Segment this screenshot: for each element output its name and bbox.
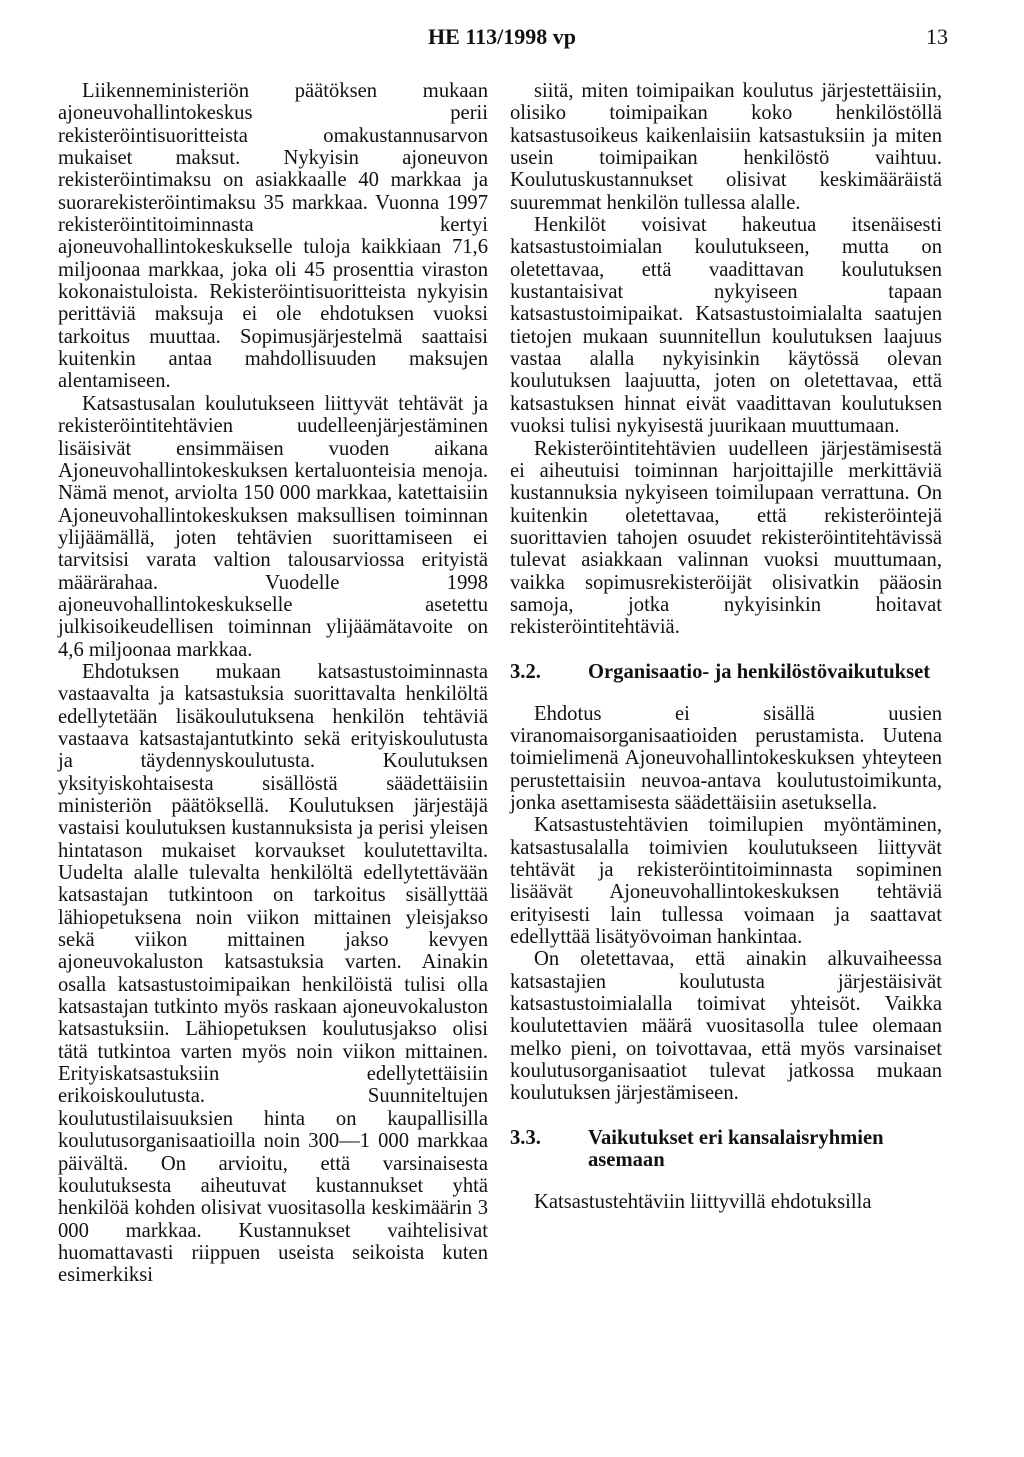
paragraph: On oletettavaa, että ainakin alkuvaiheessa katsastajien koulutusta järjestäisivät katsastustoimialalla toimivat yhteisöt. Vaikka koulutettavien määrä vuositasolla tulee olemaan melko pieni, on toivottavaa, että myös varsinaiset koulutusorganisaatiot tulevat jatkossa mukaan koulutuksen järjestämiseen. <box>510 948 942 1105</box>
paragraph: Katsastustehtävien toimilupien myöntäminen, katsastusalalla toimivien koulutukseen liittyvät tehtävät ja rekisteröintitoiminnasta sopiminen lisäävät Ajoneuvohallintokeskuksen tehtäviä erityisesti lain tullessa voimaan ja saattavat edellyttää lisätyövoiman hankintaa. <box>510 814 942 949</box>
document-id: HE 113/1998 vp <box>428 24 576 49</box>
section-title: Vaikutukset eri kansalaisryhmien asemaan <box>588 1126 884 1171</box>
paragraph: Ehdotuksen mukaan katsastustoiminnasta vastaavalta ja katsastuksia suorittavalta henkilöltä edellytetään lisäkoulutuksena henkilön tehtäviä vastaava katsastajantutkinto sekä erityiskoulutusta ja täydennyskoulutusta. Koulutuksen yksityiskohtaisesta sisällöstä säädettäisiin ministeriön päätöksellä. Koulutuksen järjestäjä vastaisi koulutuksen kustannuksista ja perisi yleisen hintatason mukaiset korvaukset koulutettavilta. Uudelta alalle tulevalta henkilöltä edellytettävään katsastajan tutkintoon on tarkoitus sisällyttää lähiopetuksena noin viikon mittainen yleisjakso sekä viikon mittainen jakso kevyen ajoneuvokaluston katsastuksia varten. Ainakin osalla katsastustoimipaikan henkilöistä tulisi olla katsastajan tutkinto myös raskaan ajoneuvokaluston katsastuksiin. Lähiopetuksen koulutusjakso olisi tätä tutkintoa varten myös noin viikon mittainen. Erityiskatsastuksiin edellytettäisiin erikoiskoulutusta. Suunniteltujen koulutustilaisuuksien hinta on kaupallisilla koulutusorganisaatioilla noin 300—1 000 markkaa päivältä. On arvioitu, että varsinaisesta koulutuksesta aiheutuvat kustannukset yhtä henkilöä kohden olisivat vuositasolla keskimäärin 3 000 markkaa. Kustannukset vaihtelisivat huomattavasti riippuen useista seikoista kuten esimerkiksi <box>58 660 488 1287</box>
section-number: 3.2. <box>510 660 541 683</box>
paragraph: Henkilöt voisivat hakeutua itsenäisesti katsastustoimialan koulutukseen, mutta on oletettavaa, että vaadittavan koulutuksen kustantaisivat nykyiseen tapaan katsastustoimipaikat. Katsastustoimialalta saatujen tietojen mukaan suunnitellun koulutuksen laajuus vastaa alalla nykyisinkin käytössä olevan koulutuksen laajuutta, joten on oletettavaa, että katsastuksen hinnat eivät vaadittavan koulutuksen vuoksi tulisi nykyisestä juurikaan muuttumaan. <box>510 214 942 438</box>
page-header <box>56 24 948 64</box>
right-column <box>510 80 942 1213</box>
paragraph: Katsastustehtäviin liittyvillä ehdotuksilla <box>534 1190 872 1213</box>
section-number: 3.3. <box>510 1126 541 1149</box>
section-title: Organisaatio- ja henkilöstövaikutukset <box>588 660 931 683</box>
page-number: 13 <box>926 24 948 49</box>
paragraph: Ehdotus ei sisällä uusien viranomaisorganisaatioiden perustamista. Uutena toimielimenä Ajoneuvohallintokeskuksen yhteyteen perustettaisiin neuvoa-antava koulutustoimikunta, jonka asettamisesta säädettäisiin asetuksella. <box>510 702 942 814</box>
section-heading <box>510 1127 942 1171</box>
left-column <box>58 80 488 1287</box>
section-heading <box>510 661 942 683</box>
paragraph: Rekisteröintitehtävien uudelleen järjestämisestä ei aiheutuisi toiminnan harjoittajille merkittäviä kustannuksia nykyiseen toimilupaan verrattuna. On kuitenkin oletettavaa, että rekisteröintejä suorittavien tahojen osuudet rekisteröintitehtävissä tulevat asiakkaan valinnan vuoksi muuttumaan, vaikka sopimusrekisteröijät olisivatkin pääosin samoja, jotka nykyisinkin hoitavat rekisteröintitehtäviä. <box>510 437 942 639</box>
paragraph: Katsastusalan koulutukseen liittyvät tehtävät ja rekisteröintitehtävien uudelleenjärjestäminen lisäisivät ensimmäisen vuoden aikana Ajoneuvohallintokeskuksen kertaluonteisia menoja. Nämä menot, arviolta 150 000 markkaa, katettaisiin Ajoneuvohallintokeskuksen maksullisen toiminnan ylijäämällä, joten tehtävien suorittamiseen ei tarvitsisi varata valtion talousarviossa erityistä määrärahaa. Vuodelle 1998 ajoneuvohallintokeskukselle asetettu julkisoikeudellisen toiminnan ylijäämätavoite on 4,6 miljoonaa markkaa. <box>58 392 488 661</box>
paragraph: Liikenneministeriön päätöksen mukaan ajoneuvohallintokeskus perii rekisteröintisuoritteista omakustannusarvon mukaiset maksut. Nykyisin ajoneuvon rekisteröintimaksu on asiakkaalle 40 markkaa ja suorarekisteröintimaksu 35 markkaa. Vuonna 1997 rekisteröintitoiminnasta kertyi ajoneuvohallintokeskukselle tuloja kaikkiaan 71,6 miljoonaa markkaa, joka oli 45 prosenttia viraston kokonaistuloista. Rekisteröintisuoritteista nykyisin perittäviä maksuja ei ole ehdotuksen vuoksi tarkoitus muuttaa. Sopimusjärjestelmä saattaisi kuitenkin antaa mahdollisuuden maksujen alentamiseen. <box>58 80 488 393</box>
paragraph: siitä, miten toimipaikan koulutus järjestettäisiin, olisiko toimipaikan koko henkilöstöllä katsastusoikeus kaikenlaisiin katsastuksiin ja miten usein toimipaikan henkilöstö vaihtuu. Koulutuskustannukset olisivat keskimääräistä suuremmat henkilön tullessa alalle. <box>510 80 942 214</box>
